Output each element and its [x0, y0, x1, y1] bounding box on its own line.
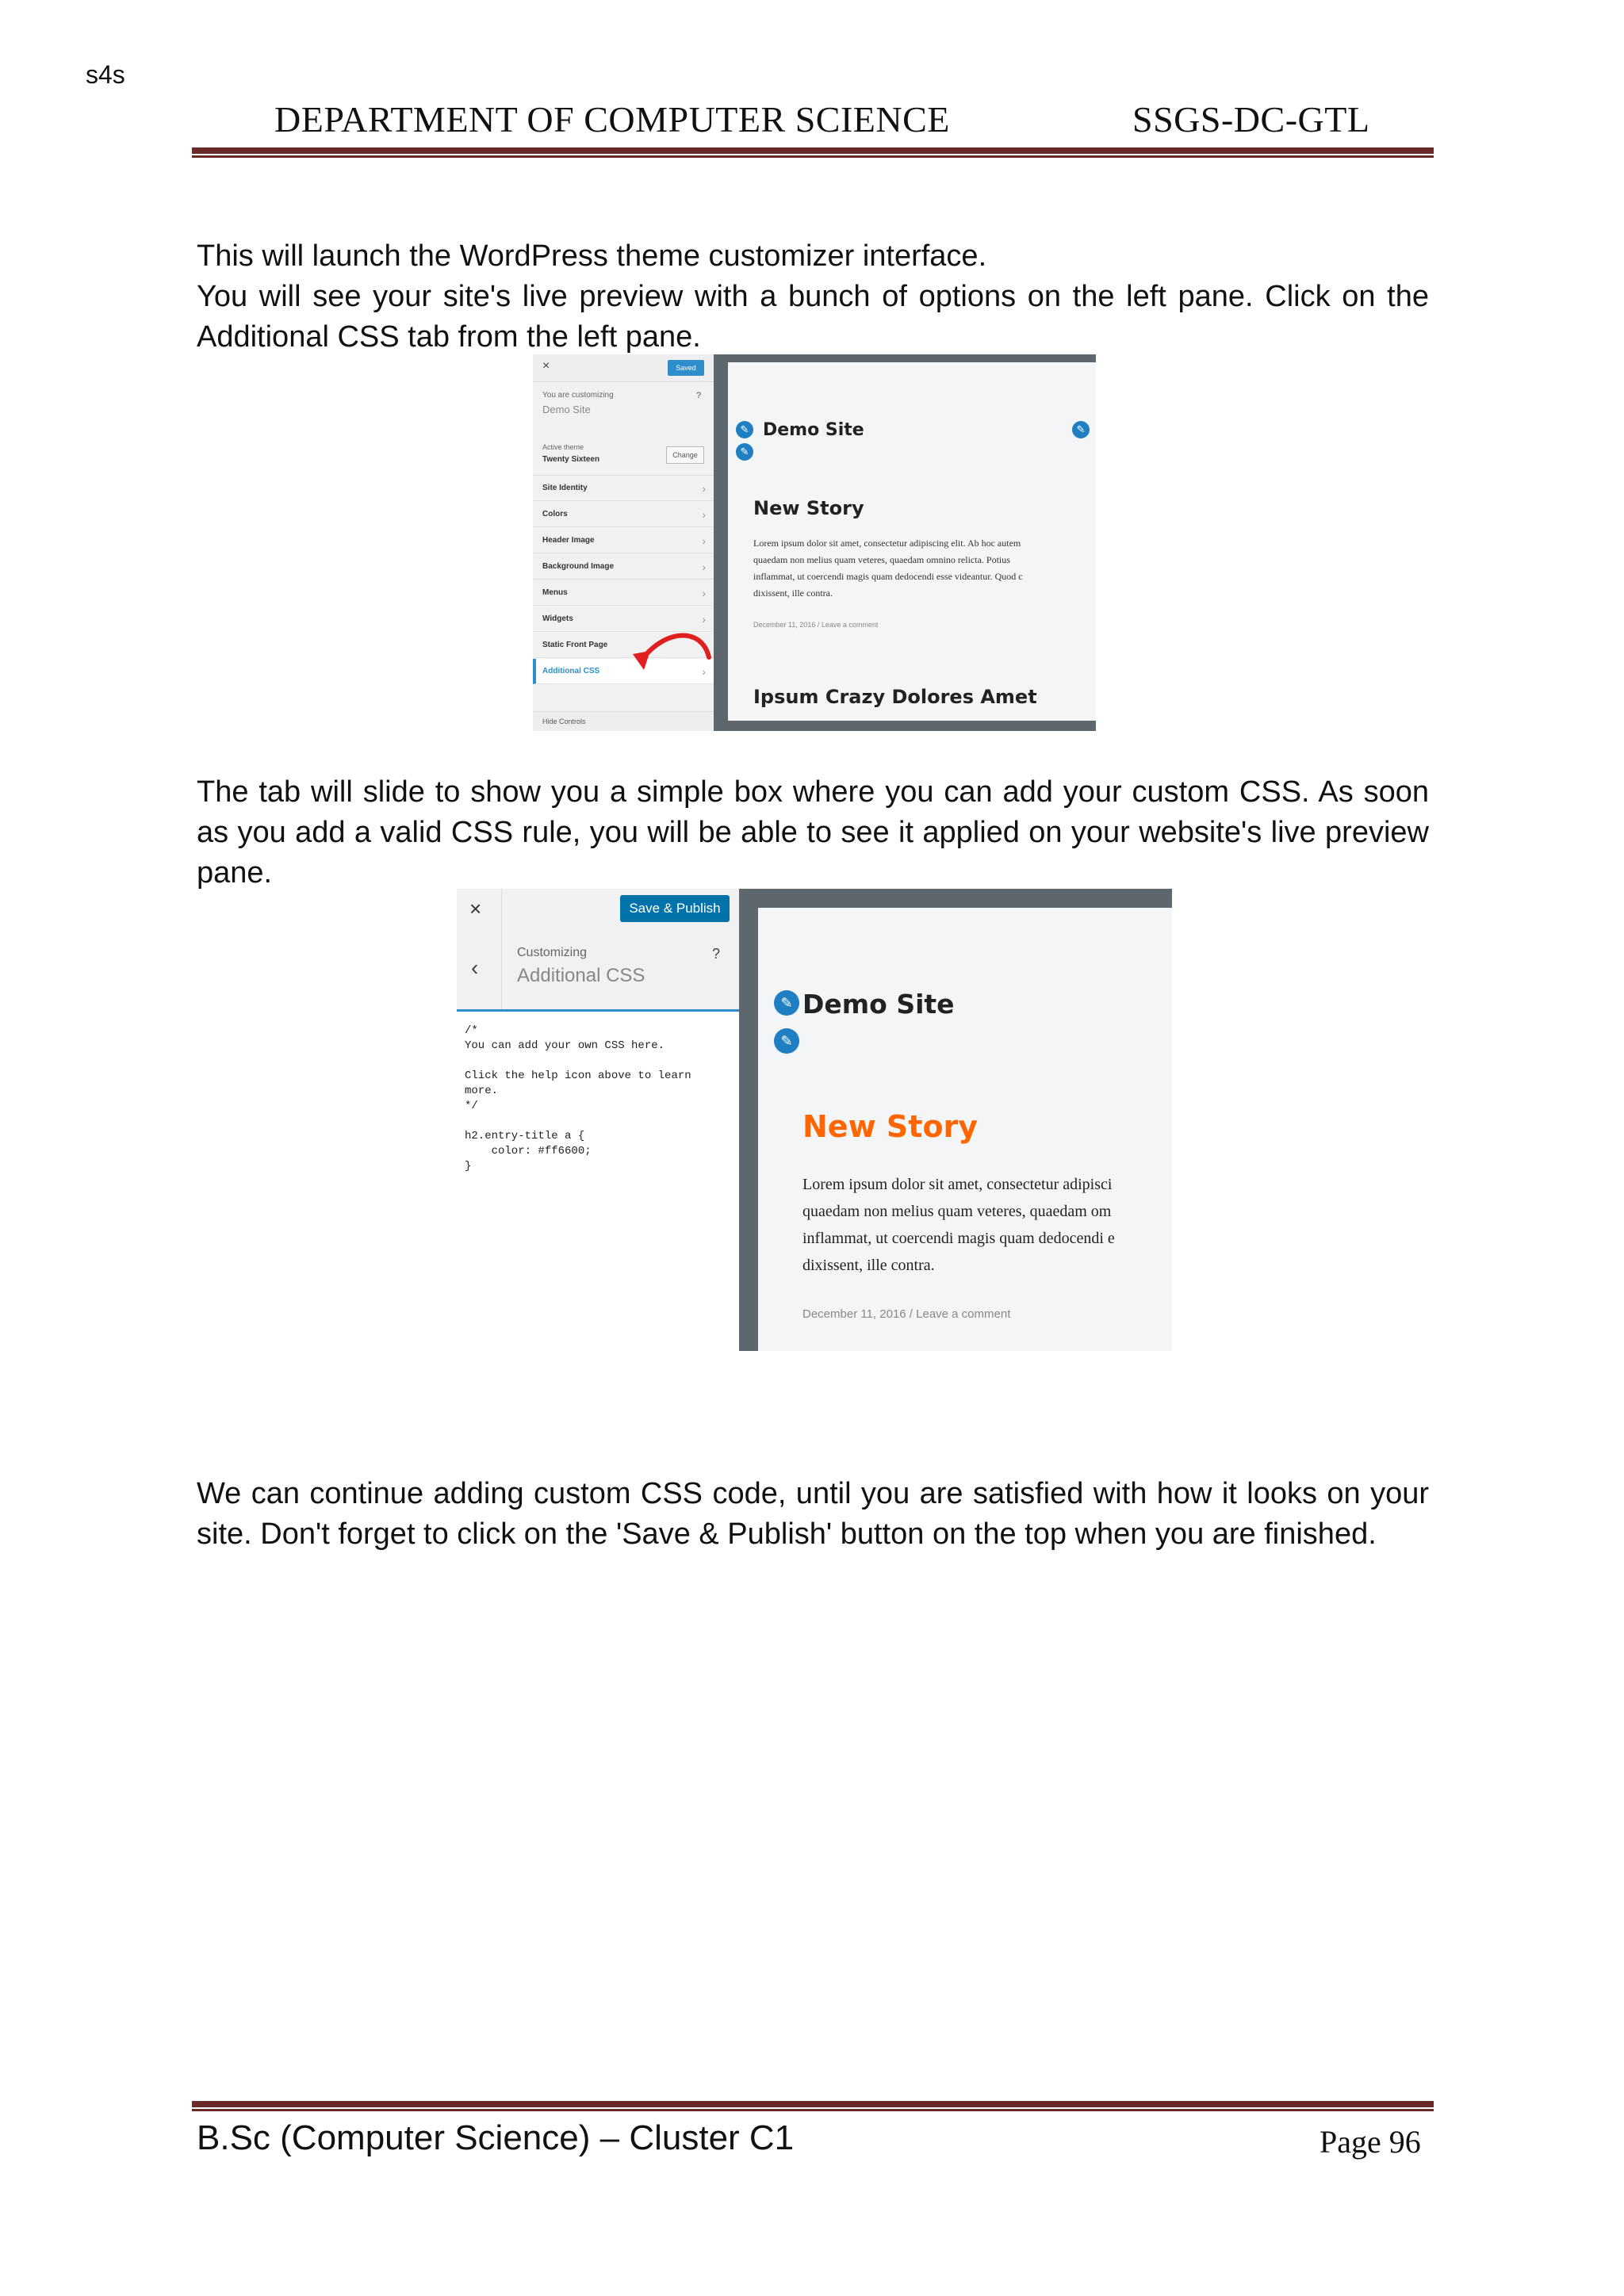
back-chevron-icon[interactable]: ‹ [471, 955, 479, 980]
excerpt-line: dixissent, ille contra. [802, 1257, 935, 1274]
paragraph-text: We can continue adding custom CSS code, until you are satisfied with how it looks on your site. Don't forget to click on the 'Save & Publish' button on the top when you are finished. [197, 1477, 1429, 1551]
chevron-right-icon: › [702, 482, 706, 495]
change-theme-button[interactable]: Change [666, 446, 704, 464]
chevron-right-icon: › [702, 508, 706, 521]
post-meta: December 11, 2016 / Leave a comment [753, 621, 879, 629]
header-code: SSGS-DC-GTL [1132, 99, 1370, 140]
menu-item-label: Menus [542, 588, 568, 597]
chevron-right-icon: › [702, 639, 706, 652]
chevron-right-icon: › [702, 587, 706, 599]
close-icon[interactable]: × [542, 359, 550, 373]
paragraph-slide [197, 772, 1429, 894]
excerpt-line: Lorem ipsum dolor sit amet, consectetur adipiscing elit. Ab hoc autem [753, 538, 1021, 549]
menu-item-site-identity[interactable] [533, 476, 714, 501]
preview-site-title: Demo Site [802, 989, 955, 1020]
excerpt-line: inflammat, ut coercendi magis quam dedocendi e [802, 1230, 1115, 1247]
excerpt-line: inflammat, ut coercendi magis quam dedocendi esse videantur. Quod c [753, 571, 1023, 582]
red-arrow-icon [626, 624, 715, 681]
chevron-right-icon: › [702, 613, 706, 626]
excerpt-line: dixissent, ille contra. [753, 587, 833, 599]
help-icon[interactable]: ? [696, 391, 702, 400]
menu-item-label: Site Identity [542, 484, 588, 492]
next-story-title[interactable]: Ipsum Crazy Dolores Amet [753, 686, 1037, 708]
footer-rule-thin [192, 2109, 1434, 2111]
hide-controls-bar[interactable] [533, 711, 714, 731]
chevron-right-icon: › [702, 534, 706, 547]
customizing-label: You are customizing [542, 391, 614, 400]
edit-pencil-icon[interactable]: ✎ [774, 1028, 799, 1054]
menu-item-colors[interactable] [533, 502, 714, 527]
paragraph-text: The tab will slide to show you a simple box where you can add your custom CSS. As soon as you add a valid CSS rule, you will be able to see it applied on your website's live preview pane. [197, 775, 1429, 890]
close-icon[interactable]: × [469, 897, 482, 920]
help-icon[interactable]: ? [712, 946, 721, 962]
post-meta: December 11, 2016 / Leave a comment [802, 1307, 1011, 1321]
menu-item-label: Additional CSS [542, 667, 600, 675]
header-department: DEPARTMENT OF COMPUTER SCIENCE [274, 99, 950, 140]
preview-site-title: Demo Site [763, 420, 864, 440]
divider [501, 930, 502, 1009]
section-title: Additional CSS [517, 965, 645, 986]
theme-name: Twenty Sixteen [542, 455, 600, 464]
hide-controls-label: Hide Controls [542, 718, 586, 725]
story-title[interactable]: New Story [802, 1109, 979, 1144]
header-rule-thin [192, 155, 1434, 158]
edit-pencil-icon[interactable]: ✎ [1072, 421, 1090, 438]
additional-css-screenshot [457, 889, 1172, 1351]
story-title[interactable]: New Story [753, 497, 864, 519]
story-excerpt [802, 1171, 1172, 1279]
css-editor[interactable]: /* You can add your own CSS here. Click the help icon above to learn more. */ h2.entry-title a { color: #ff6600; } [465, 1024, 691, 1173]
save-publish-button[interactable]: Save & Publish [620, 895, 730, 922]
excerpt-line: quaedam non melius quam veteres, quaedam omnino relicta. Potius [753, 554, 1010, 565]
site-name: Demo Site [542, 404, 591, 415]
active-theme-label: Active theme [542, 443, 584, 451]
divider [501, 889, 502, 930]
saved-button[interactable]: Saved [668, 360, 704, 376]
chevron-right-icon: › [702, 665, 706, 678]
header-rule [192, 147, 1434, 154]
menu-item-header-image[interactable] [533, 528, 714, 553]
menu-item-menus[interactable] [533, 580, 714, 606]
menu-item-background-image[interactable] [533, 554, 714, 580]
story-excerpt [753, 535, 1096, 602]
footer-rule [192, 2101, 1434, 2107]
paragraph-line: This will launch the WordPress theme customizer interface. [197, 239, 987, 273]
menu-item-label: Widgets [542, 614, 573, 623]
page-number: Page 96 [1320, 2124, 1421, 2160]
customizer-screenshot [533, 354, 1096, 731]
footer-course: B.Sc (Computer Science) – Cluster C1 [197, 2118, 795, 2157]
menu-item-label: Static Front Page [542, 641, 608, 649]
edit-pencil-icon[interactable]: ✎ [774, 990, 799, 1016]
excerpt-line: Lorem ipsum dolor sit amet, consectetur adipisci [802, 1176, 1113, 1193]
paragraph-continue [197, 1474, 1429, 1555]
customizing-label: Customizing [517, 946, 588, 959]
menu-item-label: Header Image [542, 536, 595, 545]
excerpt-line: quaedam non melius quam veteres, quaedam om [802, 1203, 1112, 1220]
menu-item-label: Background Image [542, 562, 615, 571]
corner-mark: s4s [86, 60, 125, 89]
edit-pencil-icon[interactable]: ✎ [736, 421, 753, 438]
edit-pencil-icon[interactable]: ✎ [736, 443, 753, 461]
paragraph-line: You will see your site's live preview with a bunch of options on the left pane. Click on the Additional CSS tab from the left pane. [197, 280, 1429, 354]
menu-item-label: Colors [542, 510, 568, 519]
chevron-right-icon: › [702, 561, 706, 573]
paragraph-intro [197, 236, 1429, 358]
